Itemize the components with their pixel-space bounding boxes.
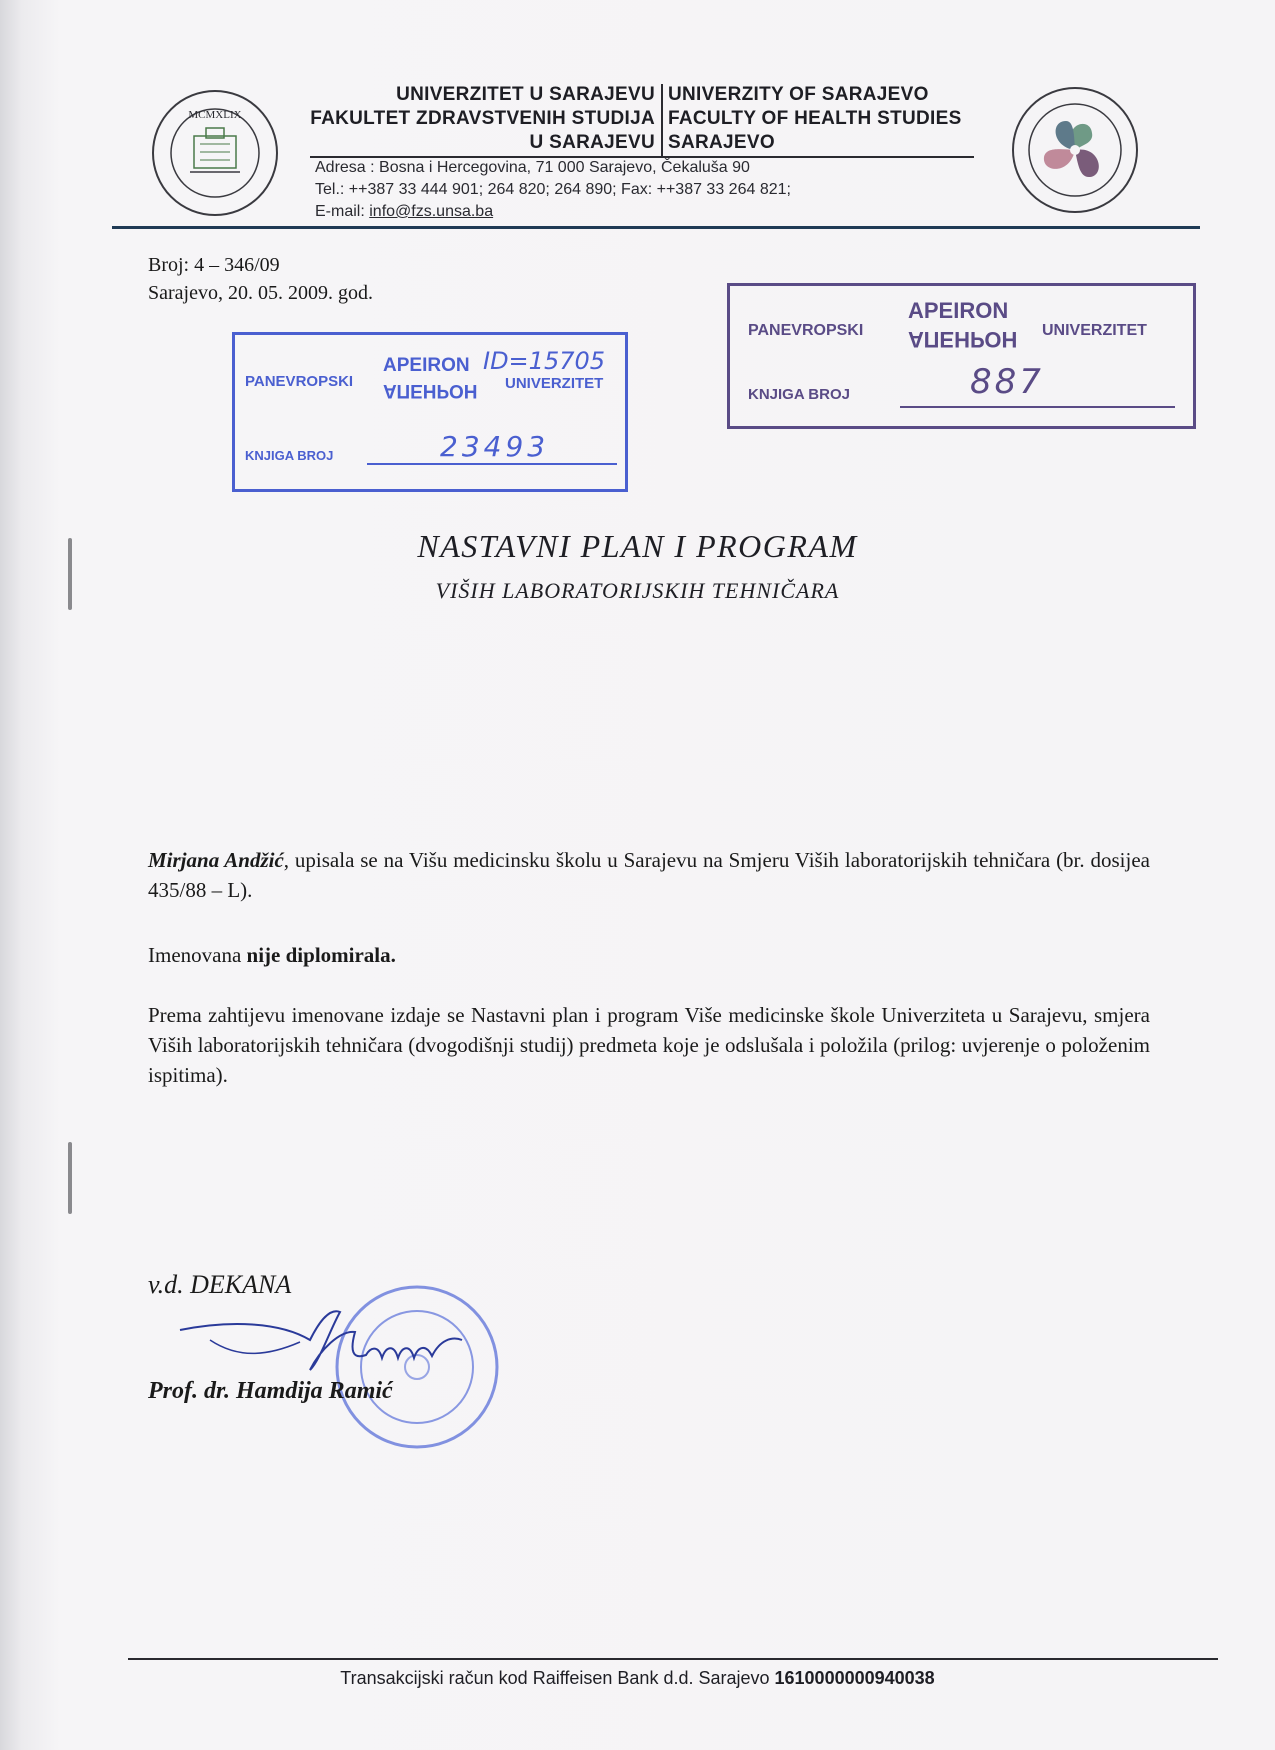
registration-stamp-blue xyxy=(232,332,628,492)
header-right-line-2: FACULTY OF HEALTH STUDIES xyxy=(668,108,962,129)
footer-bank-account xyxy=(0,1668,1275,1689)
header-left-line-1: UNIVERZITET U SARAJEVU xyxy=(396,84,655,105)
faculty-logo-icon xyxy=(1010,85,1140,215)
header-left-line-3: U SARAJEVU xyxy=(529,132,655,153)
reference-number: Broj: 4 – 346/09 xyxy=(148,254,280,276)
reference-place-date: Sarajevo, 20. 05. 2009. god. xyxy=(148,282,373,304)
email-label: E-mail: xyxy=(315,203,370,220)
header-divider xyxy=(661,84,663,156)
stamp-blue-brand-mirrored: АПЕНРОН xyxy=(383,380,478,401)
address-line: Adresa : Bosna i Hercegovina, 71 000 Sarajevo, Čekaluša 90 xyxy=(315,159,750,176)
stamp-purple-handwritten-number: 887 xyxy=(970,362,1044,402)
header-left-line-2: FAKULTET ZDRAVSTVENIH STUDIJA xyxy=(310,108,655,129)
stamp-blue-right-text: UNIVERZITET xyxy=(505,375,604,392)
stamp-blue-left-text: PANEVROPSKI xyxy=(245,373,354,390)
enrollment-text: , upisala se na Višu medicinsku školu u Sarajevu na Smjeru Viših laboratorijskih tehničara (br. dosijea 435/88 – L). xyxy=(148,848,1150,902)
stamp-purple-brand-mirrored: АПЕНРОН xyxy=(908,327,1018,352)
stamp-purple-left-text: PANEVROPSKI xyxy=(748,322,864,339)
status-text: Imenovana xyxy=(148,943,247,967)
paragraph-request: Prema zahtijevu imenovane izdaje se Nastavni plan i program Više medicinske škole Univerziteta u Sarajevu, smjera Viših laboratorijskih tehničara (dvogodišnji studij) predmeta koje je odslušala i položila (prilog: uvjerenje o položenim ispitima). xyxy=(148,1003,1150,1087)
signature-role: v.d. DEKANA xyxy=(148,1270,292,1299)
paragraph-status xyxy=(148,940,1150,970)
email-line xyxy=(315,203,493,221)
stamp-purple-line xyxy=(900,406,1175,408)
header-bottom-rule xyxy=(112,226,1200,229)
stamp-blue-book-label: KNJIGA BROJ xyxy=(245,448,334,463)
paragraph-enrollment xyxy=(148,845,1150,905)
student-name: Mirjana Andžić xyxy=(148,848,284,872)
header-right-line-3: SARAJEVO xyxy=(668,132,775,153)
stamp-purple-book-label: KNJIGA BROJ xyxy=(748,386,850,403)
handwritten-signature-icon xyxy=(170,1300,490,1390)
email-link[interactable]: info@fzs.unsa.ba xyxy=(369,203,494,220)
signatory-name: Prof. dr. Hamdija Ramić xyxy=(148,1378,393,1404)
footer-text: Transakcijski račun kod Raiffeisen Bank d.d. Sarajevo xyxy=(340,1668,775,1688)
stamp-blue-line xyxy=(367,463,617,465)
phone-line: Tel.: ++387 33 444 901; 264 820; 264 890; Fax: ++387 33 264 821; xyxy=(315,181,791,198)
document-title: NASTAVNI PLAN I PROGRAM xyxy=(417,528,858,564)
registration-stamp-purple xyxy=(727,283,1196,429)
stamp-purple-right-text: UNIVERZITET xyxy=(1042,322,1147,339)
stamp-purple-brand: APEIRON xyxy=(908,298,1009,323)
staple-bottom xyxy=(68,1142,72,1214)
status-bold: nije diplomirala. xyxy=(246,943,396,967)
header-rule xyxy=(310,156,974,158)
header-right-line-1: UNIVERZITY OF SARAJEVO xyxy=(668,84,929,105)
stamp-blue-handwritten-number: 23493 xyxy=(440,430,550,463)
document-subtitle: VIŠIH LABORATORIJSKIH TEHNIČARA xyxy=(435,578,840,603)
stamp-blue-handwritten-id: ID=15705 xyxy=(483,347,606,375)
footer-account-number: 1610000000940038 xyxy=(774,1668,935,1688)
university-crest-icon xyxy=(150,88,280,218)
svg-text:MCMXLIX: MCMXLIX xyxy=(188,109,242,121)
footer-rule xyxy=(128,1658,1218,1660)
stamp-blue-brand: APEIRON xyxy=(383,355,470,376)
